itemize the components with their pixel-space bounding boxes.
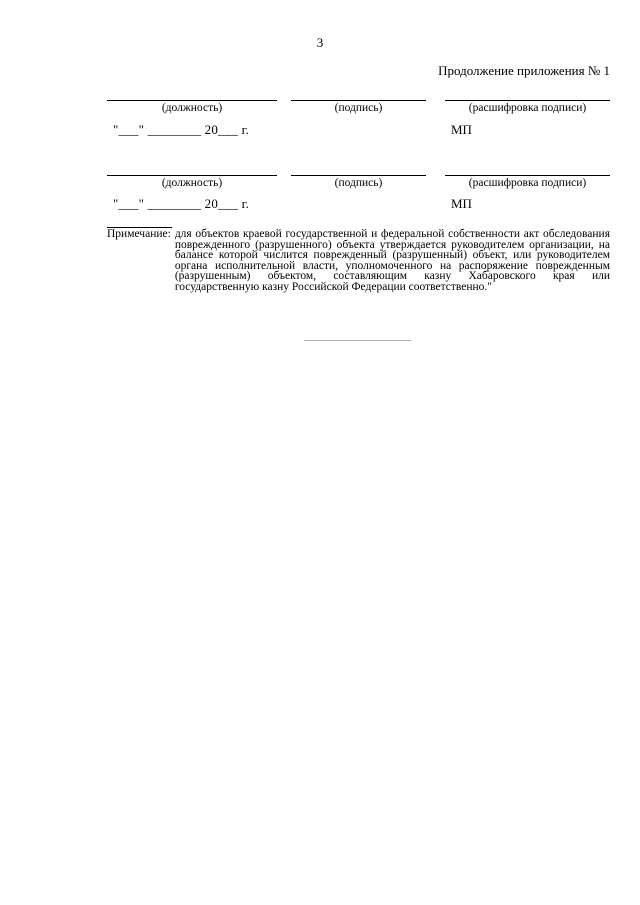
date-line-2: "___" ________ 20___ г. — [113, 196, 250, 211]
footnote — [107, 229, 610, 293]
page-number: 3 — [316, 35, 324, 50]
note-label: Примечание: — [107, 228, 171, 240]
signature-decoding-caption: (расшифровка подписи) — [445, 100, 610, 115]
appendix-continuation-label: Продолжение приложения № 1 — [438, 63, 610, 78]
signature-caption: (подпись) — [291, 175, 426, 190]
position-caption: (должность) — [107, 175, 277, 190]
signature-caption: (подпись) — [291, 100, 426, 115]
document-end-divider — [304, 340, 411, 341]
note-text: для объектов краевой государственной и федеральной собственности акт обследования поврежденного (разрушенного) объекта утверждается руководителем организации, на балансе которой числится поврежденный (разрушенный) объект, или руководителем органа исполнительной власти, уполномоченного на распоряжение поврежденным (разрушенным) объектом, составляющим казну Хабаровского края или государственную казну Российской Федерации соответственно." — [174, 228, 610, 293]
date-line-1: "___" ________ 20___ г. — [113, 122, 250, 137]
signature-decoding-caption: (расшифровка подписи) — [445, 175, 610, 190]
stamp-label-2: МП — [451, 196, 472, 211]
stamp-label-1: МП — [451, 122, 472, 137]
position-caption: (должность) — [107, 100, 277, 115]
